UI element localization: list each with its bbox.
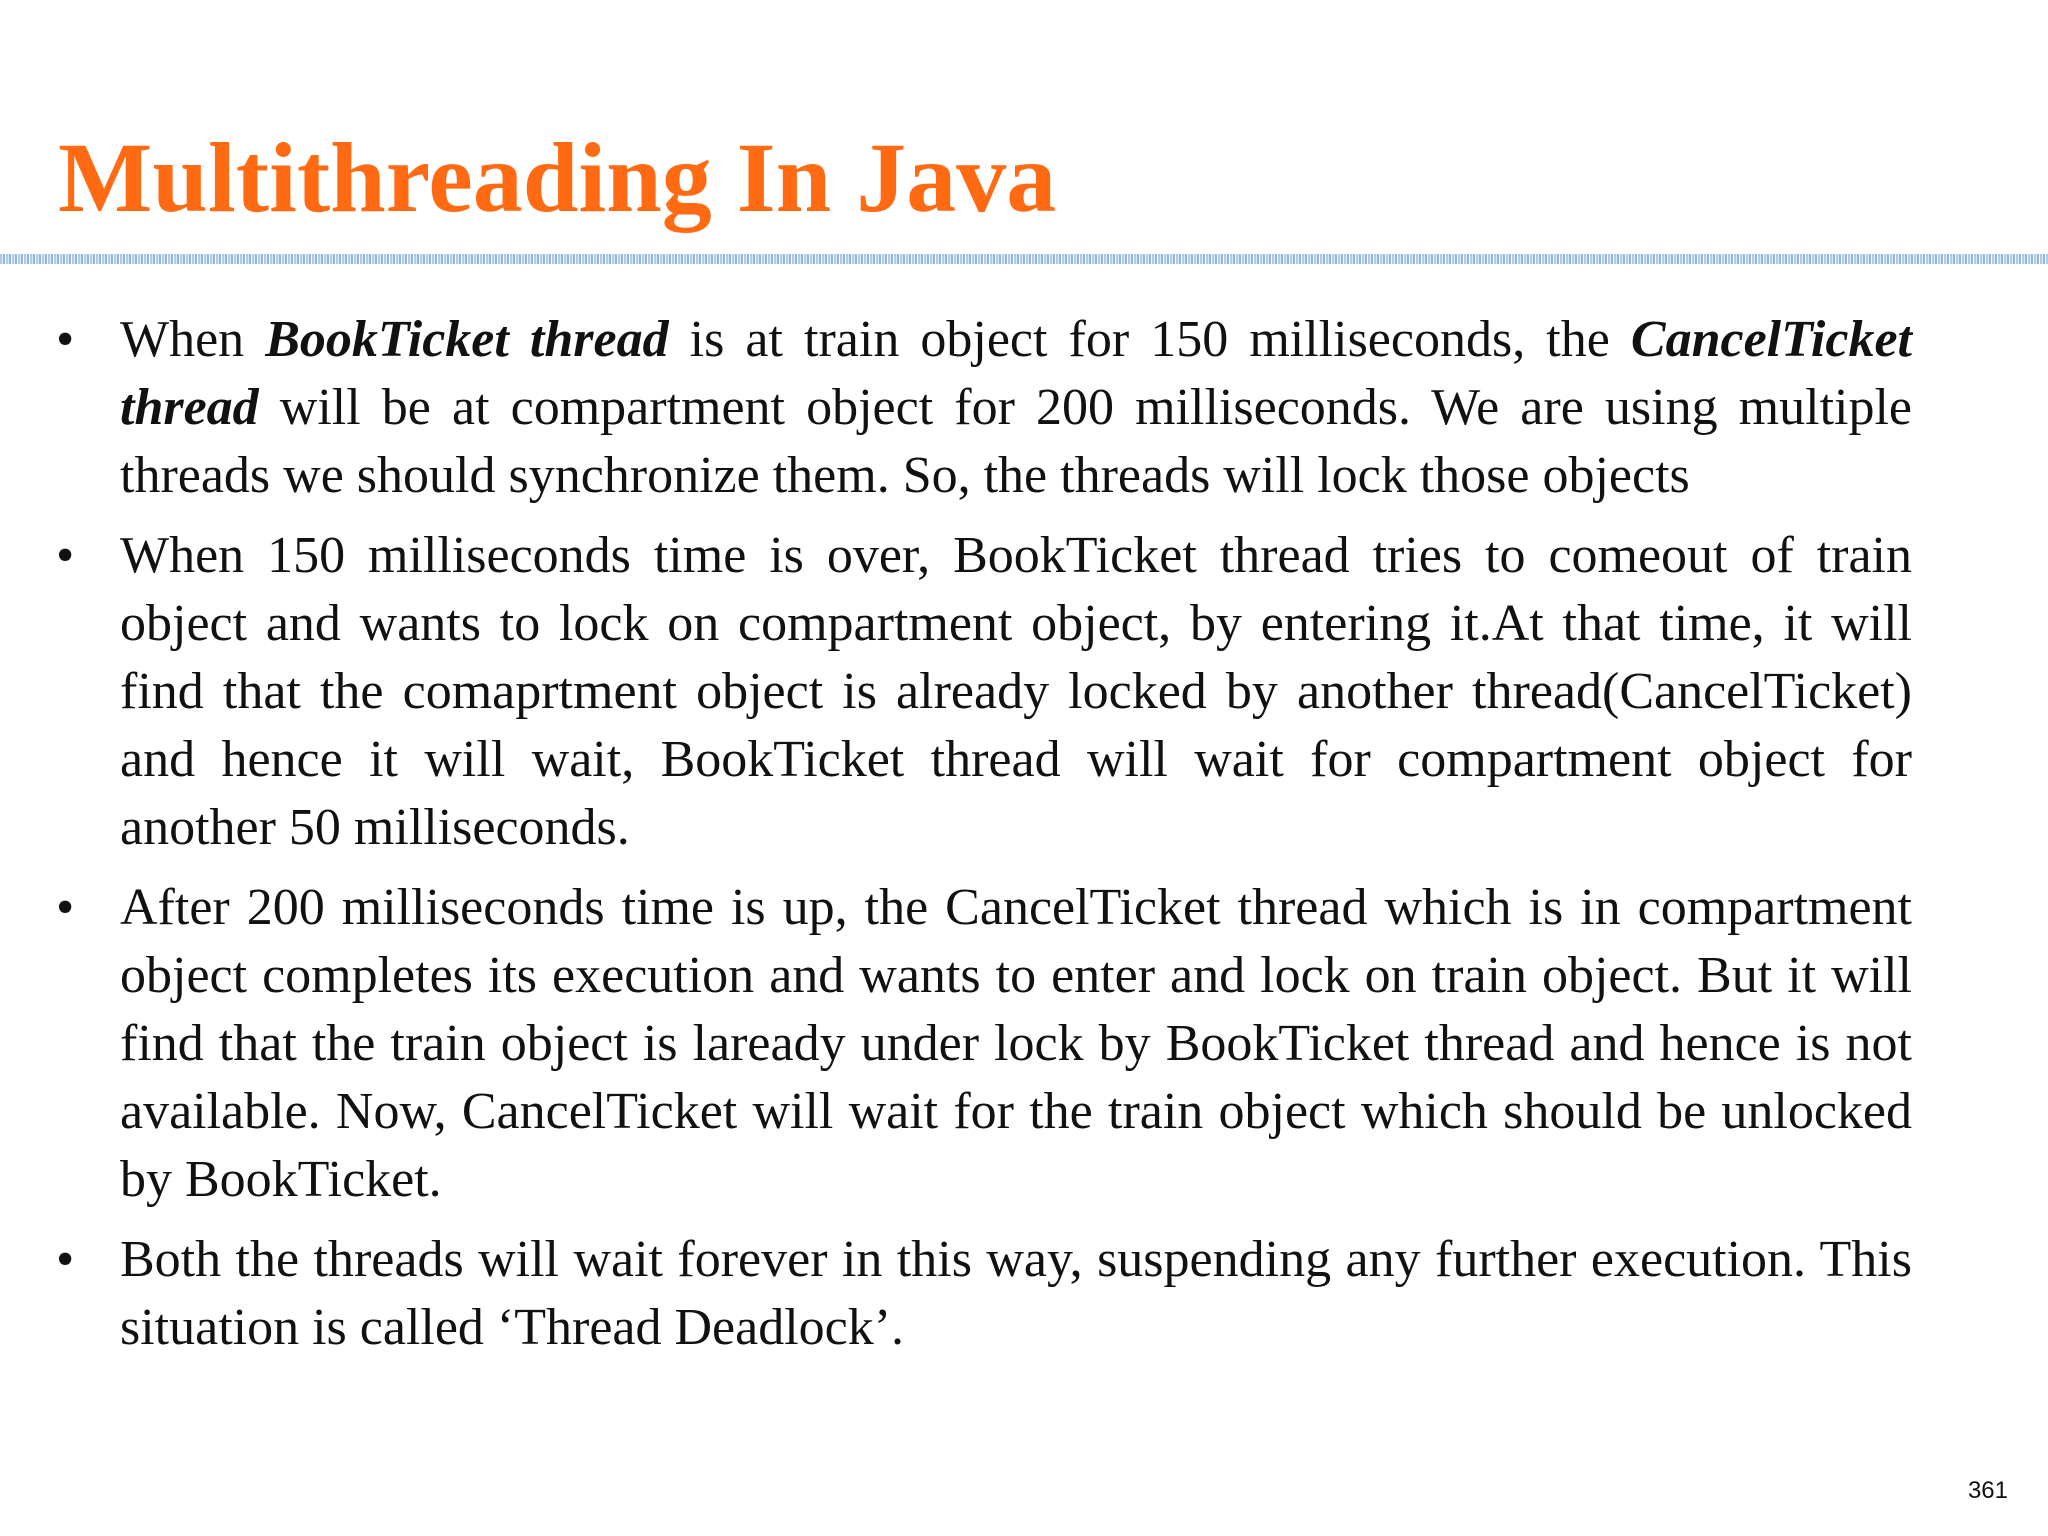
page-number: 361 xyxy=(1967,1477,2008,1504)
title-divider xyxy=(0,254,2048,264)
bullet-1-emphasis-cancelticket: CancelTicket thread xyxy=(120,311,1912,436)
bullet-item-1 xyxy=(56,306,1912,510)
bullet-item-3 xyxy=(56,874,1912,1214)
bullet-1-text-c: will be at compartment object for 200 milliseconds. We are using multiple threads we should synchronize them. So, the threads will lock those objects xyxy=(120,379,1912,504)
bullet-4-text: Both the threads will wait forever in this way, suspending any further execution. This situation is called ‘Thread Deadlock’. xyxy=(120,1231,1912,1356)
bullet-marker: • xyxy=(56,879,75,936)
bullet-1-emphasis-bookticket: BookTicket thread xyxy=(265,311,669,368)
bullet-item-4 xyxy=(56,1226,1912,1362)
bullet-marker: • xyxy=(56,527,75,584)
bullet-1-text-a: When xyxy=(120,311,266,368)
bullet-item-2 xyxy=(56,522,1912,862)
bullet-3-text: After 200 milliseconds time is up, the CancelTicket thread which is in compartment object completes its execution and wants to enter and lock on train object. But it will find that the train object is laready under lock by BookTicket thread and hence is not available. Now, CancelTicket will wait for the train object which should be unlocked by BookTicket. xyxy=(120,879,1912,1208)
slide-title: Multithreading In Java xyxy=(58,122,1057,233)
bullet-2-text: When 150 milliseconds time is over, BookTicket thread tries to comeout of train object and wants to lock on compartment object, by entering it.At that time, it will find that the comaprtment object is already locked by another thread(CancelTicket) and hence it will wait, BookTicket thread will wait for compartment object for another 50 milliseconds. xyxy=(120,527,1912,856)
bullet-marker: • xyxy=(56,311,75,368)
bullet-1-text-b: is at train object for 150 milliseconds, the xyxy=(668,311,1631,368)
bullet-marker: • xyxy=(56,1231,75,1288)
bullet-list xyxy=(56,306,1912,1374)
